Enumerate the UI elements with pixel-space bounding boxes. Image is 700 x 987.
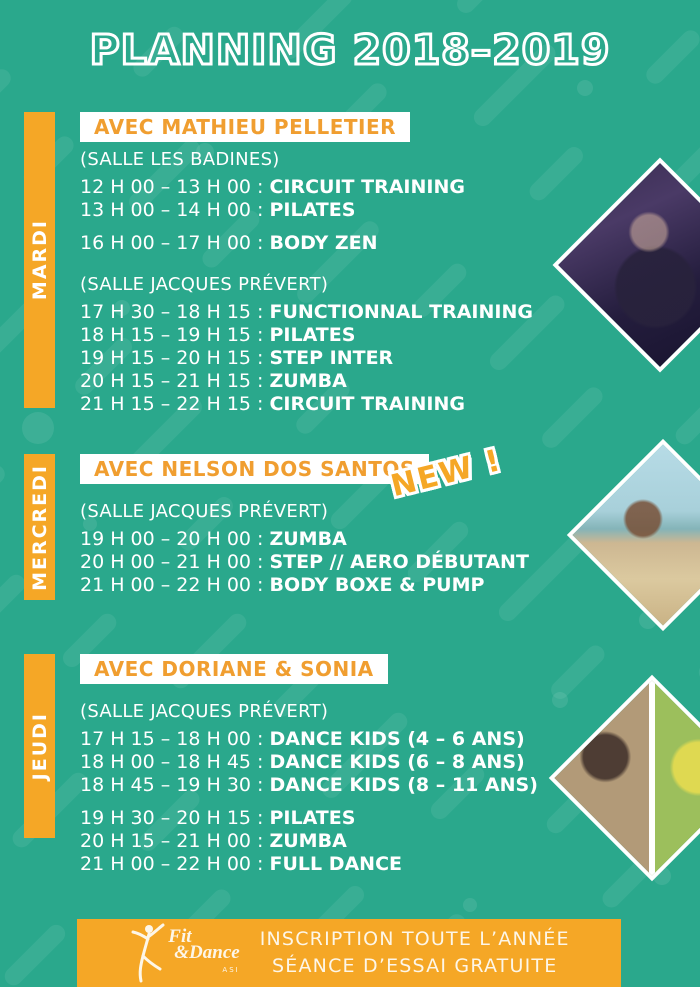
time-range: 19 H 15 – 20 H 15 : [80, 347, 264, 369]
daybar-jeudi [24, 654, 55, 838]
activity-name: BODY BOXE & PUMP [269, 574, 485, 596]
schedule-group [80, 728, 640, 797]
schedule-line [80, 830, 640, 853]
footer-banner [77, 919, 621, 987]
time-range: 18 H 00 – 18 H 45 : [80, 751, 264, 773]
instructor-header-row [80, 654, 640, 684]
time-range: 17 H 30 – 18 H 15 : [80, 301, 264, 323]
room-label: (SALLE JACQUES PRÉVERT) [80, 701, 329, 722]
schedule-group [80, 301, 640, 416]
activity-name: DANCE KIDS (8 – 11 ANS) [269, 774, 538, 796]
time-range: 13 H 00 – 14 H 00 : [80, 199, 264, 221]
schedule-line [80, 751, 640, 774]
time-range: 19 H 30 – 20 H 15 : [80, 807, 264, 829]
time-range: 21 H 15 – 22 H 15 : [80, 393, 264, 415]
time-range: 20 H 15 – 21 H 15 : [80, 370, 264, 392]
activity-name: STEP // AERO DÉBUTANT [269, 551, 529, 573]
activity-name: STEP INTER [269, 347, 394, 369]
daybar-jeudi-label: JEUDI [28, 711, 51, 781]
activity-name: FUNCTIONNAL TRAINING [269, 301, 533, 323]
footer-line2: SÉANCE D’ESSAI GRATUITE [272, 955, 558, 977]
activity-name: DANCE KIDS (6 – 8 ANS) [269, 751, 525, 773]
schedule-line [80, 728, 640, 751]
schedule-line [80, 347, 640, 370]
schedule-group [80, 528, 640, 597]
time-range: 21 H 00 – 22 H 00 : [80, 574, 264, 596]
activity-name: BODY ZEN [269, 232, 378, 254]
schedule-group [80, 232, 640, 255]
schedule-line [80, 232, 640, 255]
dancer-icon [128, 922, 166, 984]
activity-name: PILATES [269, 199, 356, 221]
daybar-mercredi [24, 454, 55, 600]
schedule-line [80, 574, 640, 597]
instructor-header-row [80, 112, 640, 142]
activity-name: PILATES [269, 807, 356, 829]
activity-name: FULL DANCE [269, 853, 403, 875]
room-label: (SALLE JACQUES PRÉVERT) [80, 501, 329, 522]
instructor-header: AVEC DORIANE & SONIA [80, 654, 388, 684]
activity-name: PILATES [269, 324, 356, 346]
activity-name: ZUMBA [269, 528, 347, 550]
time-range: 18 H 45 – 19 H 30 : [80, 774, 264, 796]
time-range: 20 H 00 – 21 H 00 : [80, 551, 264, 573]
schedule-line [80, 551, 640, 574]
logo-fit-label: Fit [168, 925, 192, 947]
instructor-header-row [80, 442, 640, 505]
section-mardi [80, 112, 640, 416]
footer-line1: INSCRIPTION TOUTE L’ANNÉE [259, 928, 570, 950]
logo-dance-label: &Dance [174, 941, 240, 963]
logo-sub-label: ASI [222, 965, 240, 974]
schedule-group [80, 176, 640, 222]
logo-text [168, 925, 240, 978]
schedule-line [80, 528, 640, 551]
footer-text [260, 926, 570, 980]
schedule-line [80, 393, 640, 416]
schedule-line [80, 853, 640, 876]
section-jeudi [80, 654, 640, 876]
fit-and-dance-logo [128, 922, 239, 984]
instructor-header: AVEC NELSON DOS SANTOS [80, 454, 429, 484]
room-label: (SALLE JACQUES PRÉVERT) [80, 274, 329, 295]
time-range: 20 H 15 – 21 H 00 : [80, 830, 264, 852]
time-range: 18 H 15 – 19 H 15 : [80, 324, 264, 346]
schedule-line [80, 774, 640, 797]
daybar-mardi [24, 112, 55, 408]
time-range: 16 H 00 – 17 H 00 : [80, 232, 264, 254]
activity-name: CIRCUIT TRAINING [269, 176, 465, 198]
room-label: (SALLE LES BADINES) [80, 149, 280, 170]
schedule-line [80, 324, 640, 347]
time-range: 12 H 00 – 13 H 00 : [80, 176, 264, 198]
time-range: 21 H 00 – 22 H 00 : [80, 853, 264, 875]
activity-name: DANCE KIDS (4 – 6 ANS) [269, 728, 525, 750]
schedule-line [80, 176, 640, 199]
time-range: 17 H 15 – 18 H 00 : [80, 728, 264, 750]
section-mercredi [80, 442, 640, 597]
activity-name: ZUMBA [269, 370, 347, 392]
page-title: PLANNING 2018–2019 [89, 26, 611, 74]
time-range: 19 H 00 – 20 H 00 : [80, 528, 264, 550]
activity-name: CIRCUIT TRAINING [269, 393, 465, 415]
schedule-line [80, 199, 640, 222]
schedule-group [80, 807, 640, 876]
daybar-mercredi-label: MERCREDI [28, 463, 51, 591]
schedule-line [80, 301, 640, 324]
new-badge: NEW ! [387, 442, 506, 505]
schedule-line [80, 807, 640, 830]
instructor-header: AVEC MATHIEU PELLETIER [80, 112, 410, 142]
activity-name: ZUMBA [269, 830, 347, 852]
daybar-mardi-label: MARDI [28, 219, 51, 301]
schedule-line [80, 370, 640, 393]
